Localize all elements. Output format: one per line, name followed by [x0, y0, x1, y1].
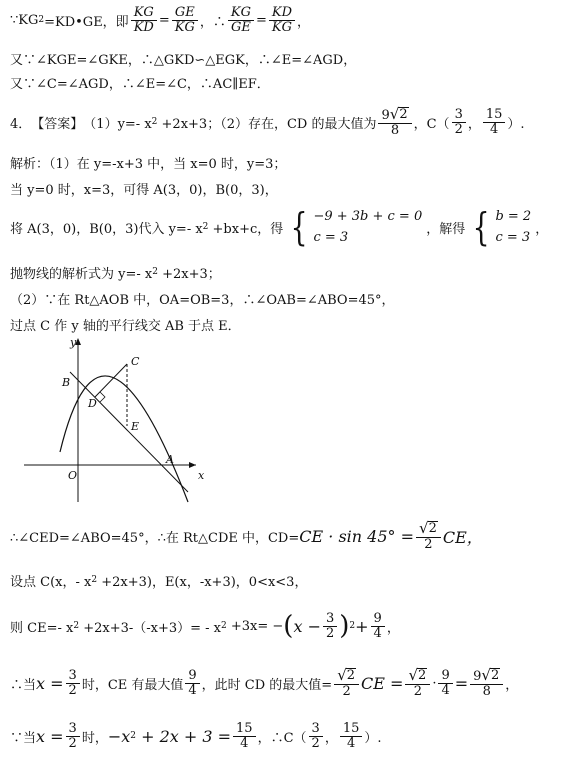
numerator: GE	[172, 6, 198, 21]
fraction	[416, 518, 441, 552]
numerator: √ 2	[416, 521, 441, 538]
numerator: √ 2	[405, 668, 430, 685]
text-segment: ）.	[364, 730, 382, 746]
text-segment: ∵当	[10, 730, 37, 746]
proof-line-1: ∵KG 2 =KD•GE，即 $\frac{KG}{KD}$ = $\frac{GE}{KG}$ ，∴ $\frac{KG}{GE}$ = $\frac{KD}{KG}$ ，	[10, 4, 311, 35]
analysis-line-8: 设点 C(x，- x 2 +2x+3)，E(x，-x+3)，0<x<3，	[10, 570, 563, 590]
denominator: 4	[188, 682, 197, 698]
denominator: 2	[325, 625, 335, 641]
numerator: 9	[185, 669, 199, 684]
denominator: GE	[230, 19, 251, 35]
text-segment: CE，	[442, 527, 483, 547]
text-segment: 时，CE 有最大值	[81, 677, 184, 693]
sqrt: √ 2	[389, 104, 408, 123]
numerator: 15	[340, 722, 363, 737]
numerator	[378, 104, 411, 124]
analysis-line-6	[10, 314, 563, 334]
numerator: 3	[309, 722, 323, 737]
label-c: C	[131, 355, 140, 368]
equation: b = 2	[495, 209, 532, 224]
text-segment: +2x+3)，E(x，-x+3)，0<x<3，	[97, 574, 308, 590]
numerator: 3	[66, 669, 80, 684]
equation-system: { −9 + 3b + c = 0 c = 3	[290, 205, 423, 249]
equation: c = 3	[495, 230, 531, 245]
coefficient: 9	[473, 668, 482, 684]
denominator: 4	[346, 735, 356, 751]
numerator: 15	[233, 722, 256, 737]
fraction	[233, 722, 256, 750]
label-d: D	[88, 397, 97, 410]
fraction	[470, 665, 503, 699]
analysis-line-4: 抛物线的解析式为 y=- x 2 +2x+3；	[10, 262, 563, 282]
comma: ，	[324, 730, 338, 746]
label-b: B	[62, 376, 71, 389]
text-segment: =KD•GE，即	[44, 14, 129, 30]
numerator: KG	[131, 6, 157, 21]
denominator: 2	[311, 735, 320, 751]
fraction	[405, 665, 430, 699]
text-segment: +2x+3；	[157, 266, 221, 282]
numerator: 3	[66, 722, 80, 737]
label-e: E	[131, 420, 140, 433]
label-o: O	[68, 469, 78, 482]
denominator: 4	[240, 735, 249, 751]
text-segment: ，	[297, 14, 311, 30]
text-segment: 时，	[81, 730, 108, 746]
denominator: KG	[271, 19, 292, 35]
analysis-line-9: 则 CE=- x 2 +2x+3-（-x+3）= - x 2 +3x= − ( x − $\frac{3}{2}$ ) 2 + $\frac{9}{4}$ ，	[10, 610, 400, 641]
text-segment: （1）y=- x	[83, 116, 152, 132]
denominator: 4	[441, 682, 450, 698]
analysis-line-10	[10, 660, 563, 706]
text-segment: 当 y=0 时，x=3，可得 A(3，0)，B(0，3)，	[10, 182, 278, 198]
fraction	[334, 665, 359, 699]
numerator: KG	[228, 6, 254, 21]
denominator: 8	[482, 683, 491, 699]
denominator: 2	[413, 683, 423, 699]
label-a: A	[166, 453, 174, 466]
text-segment: ，	[505, 677, 519, 693]
formula: + 2x + 3 =	[136, 726, 232, 746]
numerator: 15	[483, 108, 506, 123]
plus: +	[355, 616, 369, 636]
text-segment: +2x+3-（-x+3）= - x	[79, 620, 222, 636]
equals: =	[454, 673, 469, 693]
denominator: 4	[373, 625, 382, 641]
text-segment: 又∵∠C=∠AGD，∴∠E=∠C，∴AC∥EF．	[10, 76, 270, 92]
formula: CE =	[361, 673, 404, 693]
fraction	[378, 104, 411, 138]
analysis-line-11: ∵当 x = $\frac{3}{2}$ 时， −x 2 + 2x + 3 = $\frac{15}{4}$ ，∴C（ $\frac{3}{2}$ ， $\frac{15}{4}$ ）.	[10, 720, 382, 751]
numerator: 9 √ 2	[470, 668, 503, 685]
proof-line-3	[10, 72, 563, 92]
fraction	[66, 722, 80, 750]
formula: x =	[36, 673, 64, 693]
numerator: 3	[323, 612, 337, 627]
parabola-figure	[20, 334, 210, 504]
fraction	[323, 612, 337, 640]
numerator: 9	[438, 669, 452, 684]
text-segment: ，此时 CD 的最大值=	[201, 677, 333, 693]
equation: −9 + 3b + c = 0	[313, 209, 423, 224]
analysis-line-5	[10, 288, 563, 308]
fraction	[185, 669, 199, 697]
label-x: x	[198, 469, 205, 482]
equals: =	[255, 12, 267, 28]
denominator: 8	[390, 122, 400, 138]
text-segment: 则 CE=- x	[10, 620, 74, 636]
analysis-line-2	[10, 178, 563, 198]
text-segment: 设点 C(x，- x	[10, 574, 92, 590]
text-segment: +bx+c，得	[208, 221, 284, 237]
fraction	[371, 612, 385, 640]
radicand: 2	[346, 667, 356, 683]
text-segment: 解析：（1）在 y=-x+3 中，当 x=0 时，y=3；	[10, 156, 287, 172]
segment-cd	[95, 364, 127, 397]
analysis-line-7	[10, 514, 563, 558]
answer-label: 【答案】	[31, 116, 84, 132]
text-segment: ，	[535, 221, 549, 237]
solution-system: { b = 2 c = 3	[472, 205, 532, 249]
parabola-curve	[60, 376, 188, 502]
text-segment: ∵KG	[10, 12, 39, 28]
text-segment: ，	[386, 620, 400, 636]
text-segment: ）.	[507, 116, 525, 132]
coefficient: 9	[381, 107, 390, 123]
label-y: y	[70, 336, 77, 349]
text-segment: ，∴C（	[257, 730, 307, 746]
formula: CE · sin 45° =	[299, 526, 415, 546]
text-segment: （2）∵在 Rt△AOB 中，OA=OB=3，∴∠OAB=∠ABO=45°，	[10, 292, 395, 308]
comma: ，	[467, 116, 481, 132]
denominator: 2	[68, 735, 77, 751]
fraction	[452, 108, 466, 136]
text-segment: +3x= −	[226, 618, 284, 634]
x-axis-arrow	[189, 462, 196, 468]
fraction	[438, 669, 452, 697]
text-segment: 将 A(3，0)，B(0，3)代入 y=- x	[10, 221, 203, 237]
fraction	[172, 6, 198, 34]
text-segment: 抛物线的解析式为 y=- x	[10, 266, 153, 282]
proof-line-2	[10, 48, 563, 68]
text-segment: ∴∠CED=∠ABO=45°，∴在 Rt△CDE 中，CD=	[10, 530, 300, 546]
fraction	[228, 6, 254, 34]
text-segment: ，解得	[426, 221, 466, 237]
equals: =	[158, 12, 170, 28]
numerator: KD	[269, 6, 295, 21]
radicand: 2	[399, 106, 408, 122]
analysis-line-3: 将 A(3，0)，B(0，3)代入 y=- x 2 +bx+c，得 { −9 + 3b + c = 0 c = 3 ，解得 { b = 2 c = 3 ，	[10, 205, 549, 249]
equation: c = 3	[313, 230, 349, 245]
fraction	[483, 108, 506, 136]
denominator: 2	[454, 121, 463, 137]
denominator: 2	[424, 536, 433, 552]
text-segment: ，C（	[413, 116, 450, 132]
fraction	[309, 722, 323, 750]
formula: x −	[293, 616, 321, 636]
fraction	[66, 669, 80, 697]
numerator: √ 2	[334, 668, 359, 685]
fraction	[340, 722, 363, 750]
answer-line: 4． 【答案】 （1）y=- x 2 +2x+3；（2）存在，CD 的最大值为 9 √ 2 8 ，C（ $\frac{3}{2}$ ， $\frac{15}{4}$ ）.	[10, 104, 525, 138]
radicand: 2	[418, 667, 427, 683]
text-segment: ，∴	[199, 14, 226, 30]
numerator: 9	[371, 612, 385, 627]
numerator: 3	[452, 108, 466, 123]
fraction	[269, 6, 295, 34]
text-segment: 过点 C 作 y 轴的平行线交 AB 于点 E．	[10, 318, 241, 334]
denominator: KG	[174, 19, 195, 35]
denominator: KD	[133, 19, 154, 35]
text-segment: ∴当	[10, 677, 37, 693]
analysis-line-1	[10, 152, 563, 172]
radicand: 2	[428, 520, 437, 536]
text-segment: 又∵∠KGE=∠GKE，∴△GKD∽△EGK，∴∠E=∠AGD，	[10, 52, 357, 68]
dot: ·	[432, 675, 437, 691]
denominator: 4	[489, 121, 499, 137]
fraction	[131, 6, 157, 34]
formula: x =	[36, 726, 64, 746]
question-number: 4．	[10, 116, 32, 132]
right-angle-mark	[100, 392, 105, 402]
formula: −x	[107, 726, 131, 746]
denominator: 2	[68, 682, 77, 698]
text-segment: +2x+3；（2）存在，CD 的最大值为	[157, 116, 377, 132]
denominator: 2	[342, 683, 351, 699]
